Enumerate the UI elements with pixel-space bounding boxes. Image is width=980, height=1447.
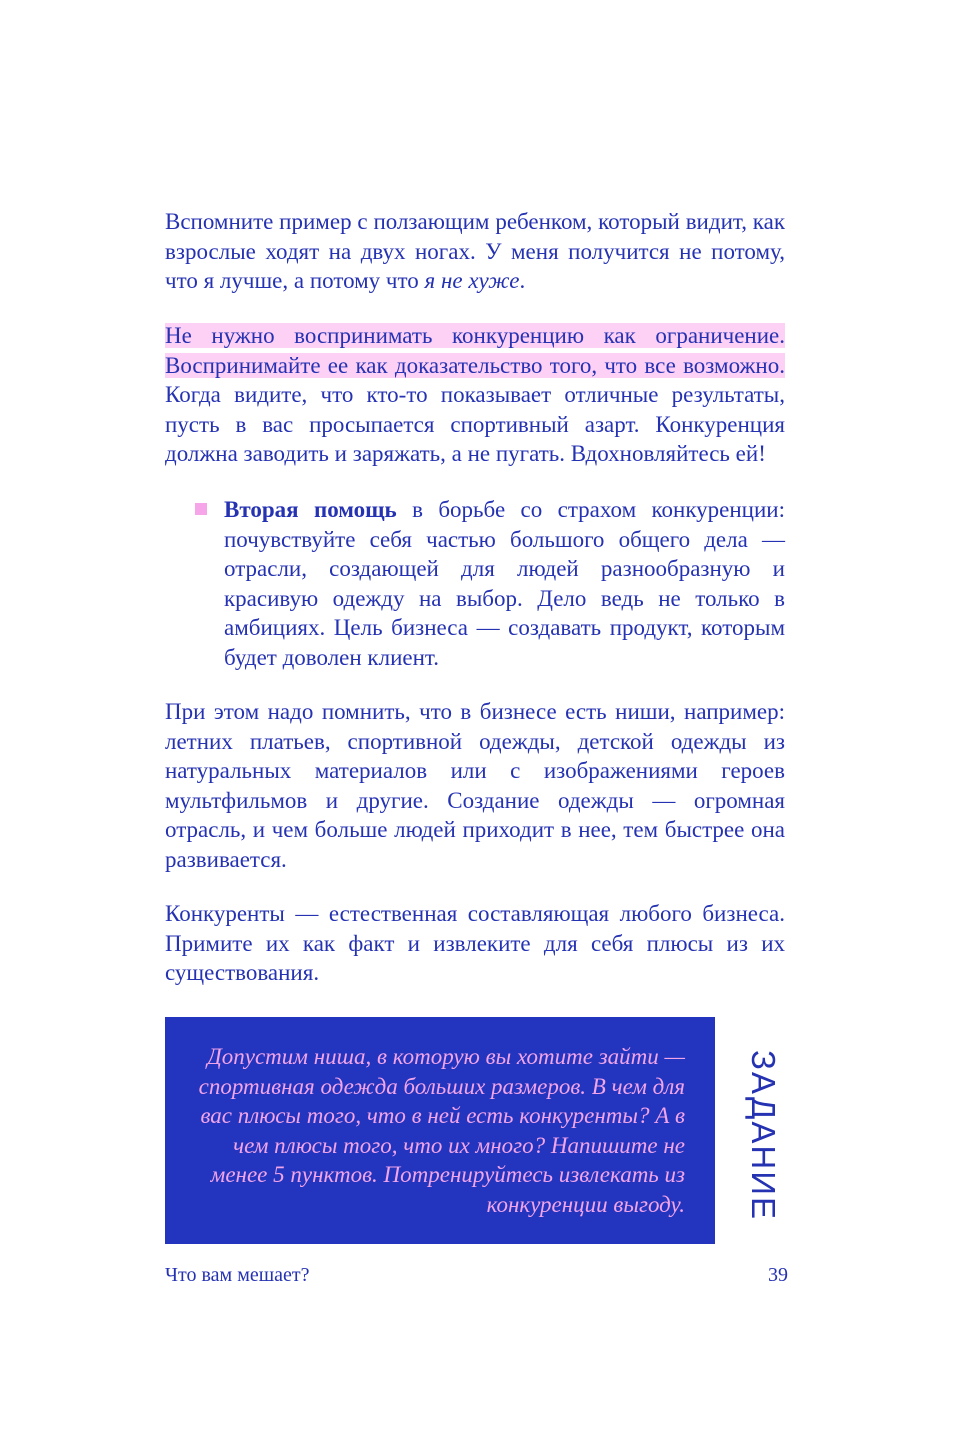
paragraph-2-text: Когда видите, что кто-то показывает отличные результаты, пусть в вас просыпается спортивный азарт. Конкуренция должна заводить и заряжать, а не пугать. Вдохновляйтесь ей! [165, 382, 785, 466]
highlighted-quote: Не нужно воспринимать конкуренцию как ограничение. Воспринимайте ее как доказательство того, что все возможно. [165, 323, 785, 378]
bullet-square-icon [195, 503, 207, 515]
paragraph-3: При этом надо помнить, что в бизнесе есть ниши, например: летних платьев, спортивной одежды, детской одежды из натуральных материалов или с изображениями героев мультфильмов и другие. Создание одежды — огромная отрасль, и чем больше людей приходит в нее, тем быстрее она развивается. [165, 699, 785, 872]
paragraph-2 [165, 321, 785, 469]
bullet-text [224, 495, 785, 672]
paragraph-4: Конкуренты — естественная составляющая любого бизнеса. Примите их как факт и извлеките для себя плюсы из их существования. [165, 901, 785, 985]
running-footer-title: Что вам мешает? [165, 1264, 310, 1286]
task-label: ЗАДАНИЕ [745, 1050, 782, 1221]
paragraph-1 [165, 207, 785, 296]
bullet-item [195, 495, 785, 672]
paragraph-1-end: . [519, 268, 526, 293]
bullet-body: в борьбе со страхом конкуренции: почувствуйте себя частью большого общего дела — отрасли, создающей для людей разнообразную и красивую одежду на выбор. Дело ведь не только в амбициях. Цель бизнеса — создавать продукт, которым будет доволен клиент. [224, 497, 785, 670]
bullet-bold-lead: Вторая помощь [224, 497, 397, 522]
paragraph-1-italic: я не хуже [424, 268, 520, 293]
page-number: 39 [768, 1264, 788, 1286]
task-text: Допустим ниша, в которую вы хотите зайти — спортивная одежда больших размеров. В чем для вас плюсы того, что в ней есть конкуренты? А в чем плюсы того, что их много? Напишите не менее 5 пунктов. Потренируйтесь извлекать из конкуренции выгоду. [198, 1044, 685, 1217]
task-box [165, 1017, 715, 1244]
paragraph-1-text: Вспомните пример с ползающим ребенком, который видит, как взрослые ходят на двух ногах. У меня получится не потому, что я лучше, а потому что [165, 209, 785, 293]
